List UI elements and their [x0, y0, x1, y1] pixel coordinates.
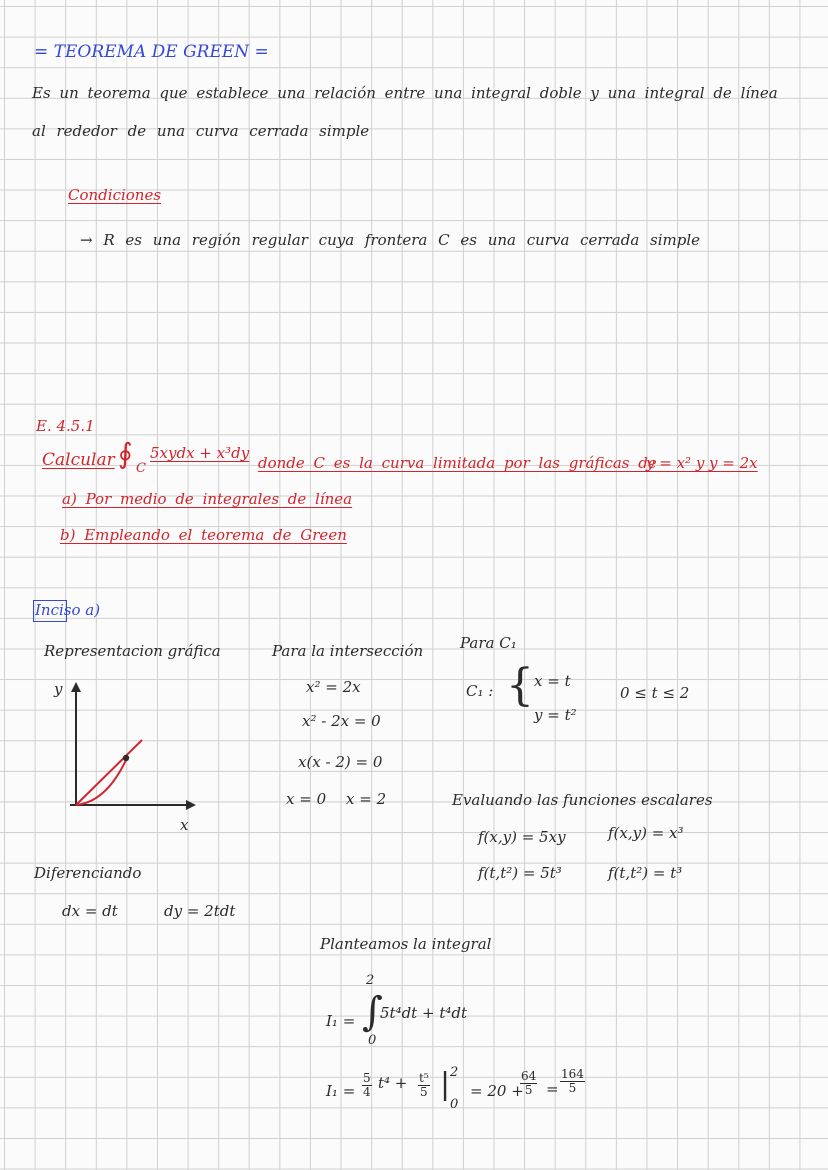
page-title: = TEOREMA DE GREEN = — [34, 42, 269, 62]
intersection-sol2: x = 2 — [346, 790, 387, 808]
evaluating-title: Evaluando las funciones escalares — [452, 791, 713, 809]
bar-upper: 2 — [450, 1065, 459, 1080]
frac-64-5 — [520, 1070, 537, 1096]
conditions-item: → R es una región regular cuya frontera C es una curva cerrada simple — [80, 231, 701, 249]
frac2-num: t⁵ — [419, 1071, 429, 1085]
example-curves: y = x² y y = 2x — [646, 454, 758, 472]
i1-integrand: 5t⁴dt + t⁴dt — [380, 1004, 467, 1022]
graph-y-label: y — [54, 680, 63, 698]
frac-164-5 — [560, 1068, 585, 1094]
integral-upper-limit: 2 — [366, 973, 375, 988]
y-axis-arrow-icon — [71, 682, 81, 692]
c1-eq-x: x = t — [534, 672, 571, 690]
intro-line-1: Es un teorema que establece una relación entre una integral doble y una integral de línea — [32, 84, 778, 102]
eval-f1: f(x,y) = 5xy — [478, 828, 566, 846]
diff-dx: dx = dt — [62, 902, 118, 920]
example-id: E. 4.5.1 — [36, 417, 95, 435]
eval-f1t: f(t,t²) = 5t³ — [478, 864, 562, 882]
contour-integral-sign: ∮ — [118, 437, 133, 470]
contour-subscript: C — [136, 461, 146, 476]
graph-x-label: x — [180, 816, 189, 834]
eq-sign: = — [546, 1080, 559, 1098]
evaluation-bar: | — [440, 1067, 451, 1102]
intersection-eq2: x² - 2x = 0 — [302, 712, 381, 730]
c1-range: 0 ≤ t ≤ 2 — [620, 684, 690, 702]
example-description: donde C es la curva limitada por las gráficas de — [258, 454, 657, 472]
term-t4: t⁴ + — [378, 1074, 408, 1092]
bar-lower: 0 — [450, 1097, 459, 1112]
graph-title: Representacion gráfica — [44, 642, 221, 660]
intersection-title: Para la intersección — [272, 642, 424, 660]
i1-result-label: I₁ = — [326, 1082, 356, 1100]
diff-dy: dy = 2tdt — [164, 902, 236, 920]
conditions-heading: Condiciones — [68, 186, 162, 204]
integral-title: Planteamos la integral — [320, 935, 492, 953]
frac-t5-5 — [418, 1072, 430, 1098]
frac4-den: 5 — [568, 1080, 577, 1095]
integral-sign: ∫ — [362, 989, 383, 1035]
intersection-sol1: x = 0 — [286, 790, 327, 808]
frac4-num: 164 — [561, 1067, 584, 1081]
frac3-num: 64 — [521, 1069, 537, 1083]
eval-f2t: f(t,t²) = t³ — [608, 864, 683, 882]
differentiating-title: Diferenciando — [34, 864, 142, 882]
integrand: 5xydx + x³dy — [150, 444, 250, 462]
c1-eq-y: y = t² — [534, 706, 577, 724]
eq-mid: = 20 + — [470, 1082, 524, 1100]
i1-label: I₁ = — [326, 1012, 356, 1030]
c1-label: C₁ : — [466, 682, 494, 700]
frac1-num: 5 — [363, 1071, 371, 1085]
frac2-den: 5 — [420, 1084, 428, 1099]
eval-f2: f(x,y) = x³ — [608, 824, 684, 842]
intersection-point — [123, 755, 129, 761]
c1-brace: { — [506, 660, 534, 711]
c1-title: Para C₁ — [460, 634, 517, 652]
frac1-den: 4 — [363, 1084, 371, 1099]
part-b: b) Empleando el teorema de Green — [60, 526, 347, 544]
intersection-eq3: x(x - 2) = 0 — [298, 753, 383, 771]
part-a: a) Por medio de integrales de línea — [62, 490, 353, 508]
integral-lower-limit: 0 — [368, 1033, 377, 1048]
intersection-eq1: x² = 2x — [306, 678, 361, 696]
inciso-label: Inciso a) — [35, 601, 101, 619]
graph-sketch — [60, 680, 210, 820]
line-y-2x — [76, 740, 142, 805]
x-axis-arrow-icon — [186, 800, 196, 810]
frac-5-4 — [362, 1072, 372, 1098]
frac3-den: 5 — [524, 1082, 533, 1097]
calcular-label: Calcular — [42, 450, 115, 470]
intro-line-2: al rededor de una curva cerrada simple — [32, 122, 370, 140]
